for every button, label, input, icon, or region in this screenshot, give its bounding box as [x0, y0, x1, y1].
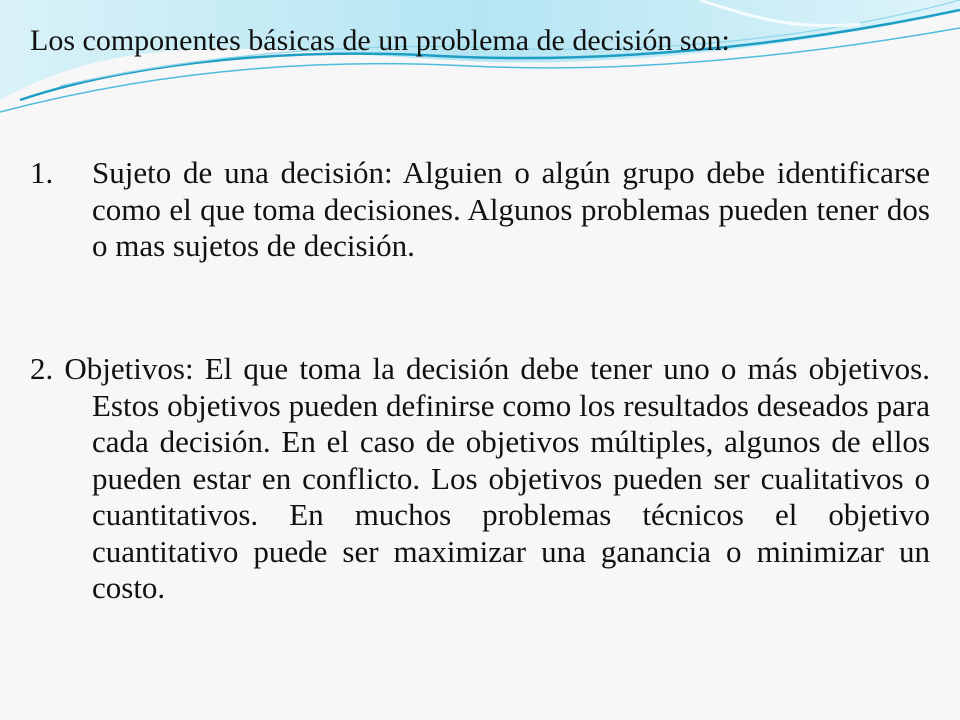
list-item-number: 2.: [30, 351, 54, 386]
list-item-2: [30, 351, 930, 607]
list-item-number: 1.: [30, 155, 54, 190]
list-item-paragraph: [30, 351, 930, 607]
list-item-text: Sujeto de una decisión: Alguien o algún grupo debe identificarse como el que toma decisiones. Algunos problemas pueden tener dos o mas sujetos de decisión.: [92, 155, 930, 263]
list-item-text: Objetivos: El que toma la decisión debe tener uno o más objetivos. Estos objetivos pueden definirse como los resultados deseados para cada decisión. En el caso de objetivos múltiples, algunos de ellos pueden estar en conflicto. Los objetivos pueden ser cualitativos o cuantitativos. En muchos problemas técnicos el objetivo cuantitativo puede ser maximizar una ganancia o minimizar un costo.: [64, 351, 930, 605]
intro-heading: Los componentes básicas de un problema de decisión son:: [30, 24, 730, 57]
list-item-1: [30, 155, 930, 265]
